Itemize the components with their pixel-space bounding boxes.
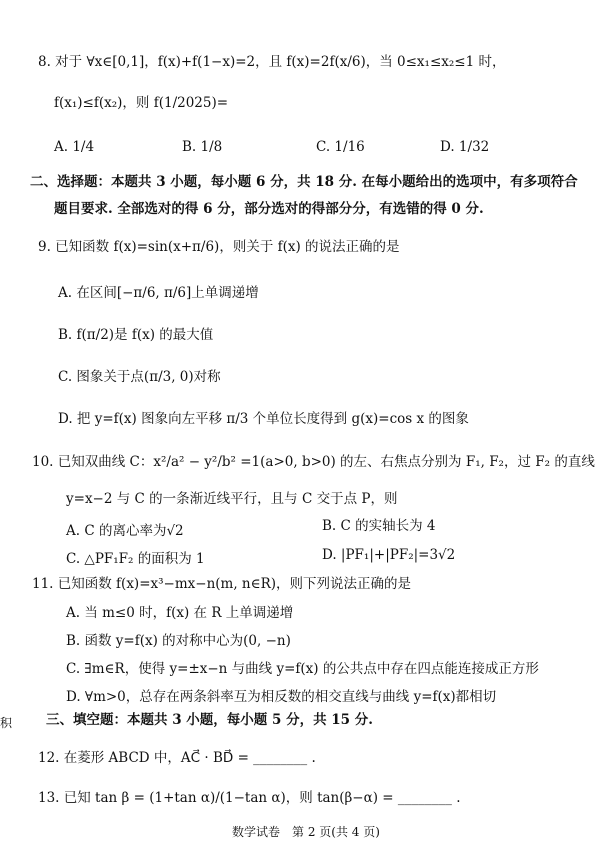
q9-option-b: B. f(π/2)是 f(x) 的最大值 bbox=[58, 327, 214, 343]
q13: 13. 已知 tan β = (1+tan α)/(1−tan α)，则 tan(β−α) = ________ . bbox=[38, 790, 461, 806]
page-footer: 数学试卷 第 2 页(共 4 页) bbox=[232, 825, 380, 839]
q11-option-d: D. ∀m>0，总存在两条斜率互为相反数的相交直线与曲线 y=f(x)都相切 bbox=[66, 689, 497, 705]
q8-line1: 8. 对于 ∀x∈[0,1]，f(x)+f(1−x)=2，且 f(x)=2f(x/6)，当 0≤x₁≤x₂≤1 时， bbox=[38, 54, 506, 70]
q11-stem: 11. 已知函数 f(x)=x³−mx−n(m, n∈R)，则下列说法正确的是 bbox=[32, 576, 412, 592]
q10-option-b: B. C 的实轴长为 4 bbox=[322, 518, 436, 534]
q9-option-a: A. 在区间[−π/6, π/6]上单调递增 bbox=[58, 285, 259, 301]
q8-option-c: C. 1/16 bbox=[316, 139, 365, 155]
q8-option-b: B. 1/8 bbox=[182, 139, 223, 155]
q12: 12. 在菱形 ABCD 中，AC⃗ · BD⃗ = ________ . bbox=[38, 750, 316, 766]
q9-option-c: C. 图象关于点(π/3, 0)对称 bbox=[58, 369, 221, 385]
margin-character: 积 bbox=[0, 716, 13, 730]
q10-option-d: D. |PF₁|+|PF₂|=3√2 bbox=[322, 547, 456, 563]
q10-line2: y=x−2 与 C 的一条渐近线平行，且与 C 交于点 P，则 bbox=[66, 491, 398, 507]
section2-heading-cont: 题目要求. 全部选对的得 6 分，部分选对的得部分分，有选错的得 0 分. bbox=[54, 201, 484, 217]
q11-option-a: A. 当 m≤0 时，f(x) 在 R 上单调递增 bbox=[66, 605, 294, 621]
q10-option-c: C. △PF₁F₂ 的面积为 1 bbox=[66, 551, 205, 567]
q8-option-a: A. 1/4 bbox=[54, 139, 95, 155]
section2-heading: 二、选择题：本题共 3 小题，每小题 6 分，共 18 分. 在每小题给出的选项中，有多项符合 bbox=[30, 174, 578, 190]
q11-option-c: C. ∃m∈R，使得 y=±x−n 与曲线 y=f(x) 的公共点中存在四点能连接成正方形 bbox=[66, 661, 539, 677]
section3-heading: 三、填空题：本题共 3 小题，每小题 5 分，共 15 分. bbox=[46, 712, 373, 728]
q10-line1: 10. 已知双曲线 C：x²/a² − y²/b² =1(a>0, b>0) 的左、右焦点分别为 F₁, F₂，过 F₂ 的直线 bbox=[32, 454, 595, 470]
q8-line2: f(x₁)≤f(x₂)，则 f(1/2025)= bbox=[54, 95, 229, 111]
q8-option-d: D. 1/32 bbox=[440, 139, 490, 155]
q9-stem: 9. 已知函数 f(x)=sin(x+π/6)，则关于 f(x) 的说法正确的是 bbox=[38, 239, 400, 255]
q9-option-d: D. 把 y=f(x) 图象向左平移 π/3 个单位长度得到 g(x)=cos x 的图象 bbox=[58, 411, 469, 427]
q10-option-a: A. C 的离心率为√2 bbox=[66, 523, 184, 539]
q11-option-b: B. 函数 y=f(x) 的对称中心为(0, −n) bbox=[66, 633, 291, 649]
